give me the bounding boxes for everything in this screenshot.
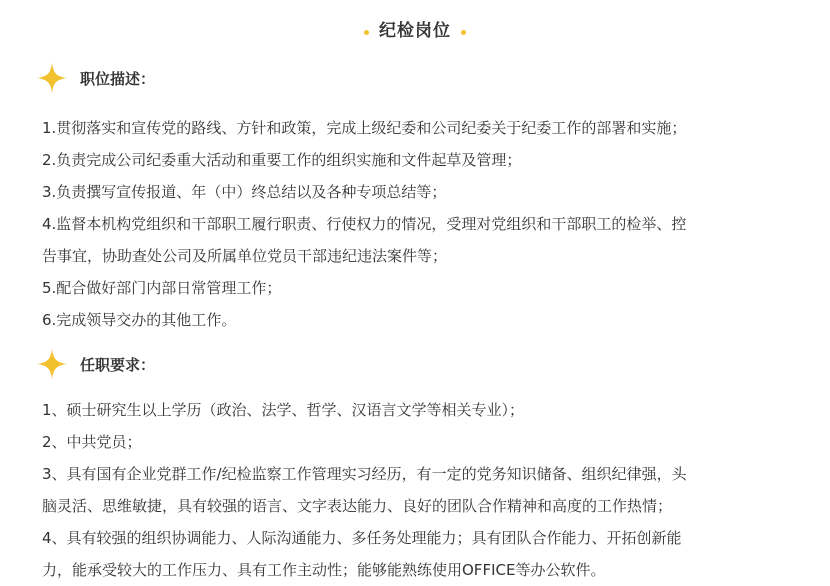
job-description-line-3: 3.负责撰写宣传报道、年（中）终总结以及各种专项总结等； bbox=[42, 183, 447, 201]
job-description-line-6: 5.配合做好部门内部日常管理工作； bbox=[42, 279, 282, 297]
requirements-list bbox=[42, 394, 790, 586]
job-description-line-1: 1.贯彻落实和宣传党的路线、方针和政策，完成上级纪委和公司纪委关于纪委工作的部署和实施； bbox=[42, 119, 687, 137]
job-description-line-7: 6.完成领导交办的其他工作。 bbox=[42, 311, 237, 329]
requirement-line-1: 1、硕士研究生以上学历（政治、法学、哲学、汉语言文学等相关专业）； bbox=[42, 401, 525, 419]
requirement-line-2: 2、中共党员； bbox=[42, 433, 142, 451]
section-header-requirements bbox=[36, 348, 155, 380]
four-point-star-icon bbox=[36, 348, 68, 380]
requirement-line-4: 脑灵活、思维敏捷，具有较强的语言、文字表达能力、良好的团队合作精神和高度的工作热情； bbox=[42, 497, 673, 515]
job-description-line-4: 4.监督本机构党组织和干部职工履行职责、行使权力的情况，受理对党组织和干部职工的检举、控 bbox=[42, 215, 687, 233]
requirement-line-3: 3、具有国有企业党群工作/纪检监察工作管理实习经历，有一定的党务知识储备、组织纪律强，头 bbox=[42, 465, 687, 483]
requirement-line-5: 4、具有较强的组织协调能力、人际沟通能力、多任务处理能力；具有团队合作能力、开拓创新能 bbox=[42, 529, 682, 547]
job-description-line-2: 2.负责完成公司纪委重大活动和重要工作的组织实施和文件起草及管理； bbox=[42, 151, 522, 169]
title-dot-left bbox=[364, 30, 369, 35]
requirement-line-6: 力，能承受较大的工作压力、具有工作主动性；能够能熟练使用OFFICE等办公软件。 bbox=[42, 561, 606, 579]
section-title-job-description: 职位描述： bbox=[80, 69, 156, 88]
job-description-line-5: 告事宜，协助查处公司及所属单位党员干部违纪违法案件等； bbox=[42, 247, 448, 265]
section-title-requirements: 任职要求： bbox=[80, 355, 156, 374]
section-header-job-description bbox=[36, 62, 155, 94]
page-title: 纪检岗位 bbox=[379, 20, 451, 41]
job-description-list bbox=[42, 112, 790, 336]
four-point-star-icon bbox=[36, 62, 68, 94]
title-dot-right bbox=[461, 30, 466, 35]
page-title-row bbox=[0, 14, 830, 42]
